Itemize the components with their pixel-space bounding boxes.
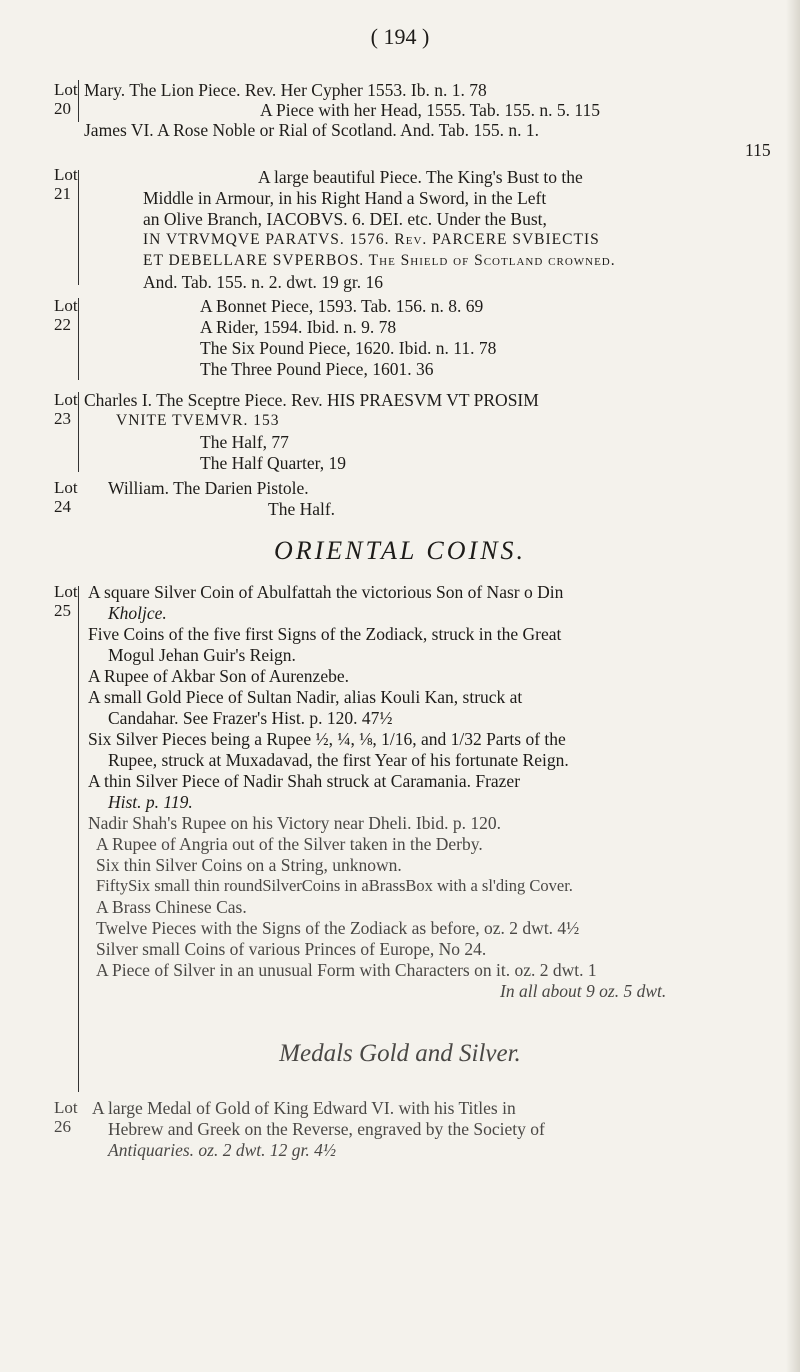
lot-20-label: Lot 20 — [54, 80, 78, 118]
lot-22-brace — [78, 298, 79, 380]
lot-25-line-6: A small Gold Piece of Sultan Nadir, alias Kouli Kan, struck at — [88, 687, 523, 707]
lot-23-line-1: Charles I. The Sceptre Piece. Rev. HIS PRAESVM VT PROSIM — [84, 390, 539, 410]
lot-21-line-5: ET DEBELLARE SVPERBOS. The Shield of Scotland crowned. — [143, 252, 616, 269]
lot-25-line-2: Kholjce. — [108, 603, 167, 623]
lot-23-line-2: VNITE TVEMVR. 153 — [116, 412, 280, 429]
lot-26-line-2: Hebrew and Greek on the Reverse, engraved by the Society of — [108, 1119, 545, 1139]
lot-21-line-1: A large beautiful Piece. The King's Bust to the — [258, 167, 583, 187]
lot-25-line-17: Twelve Pieces with the Signs of the Zodiack as before, oz. 2 dwt. 4½ — [96, 918, 580, 938]
lot-25-line-8: Six Silver Pieces being a Rupee ½, ¼, ⅛, 1/16, and 1/32 Parts of the — [88, 729, 566, 749]
lot-25-line-12: Nadir Shah's Rupee on his Victory near Dheli. Ibid. p. 120. — [88, 813, 501, 833]
lot-23-brace — [78, 392, 79, 472]
lot-25-line-9: Rupee, struck at Muxadavad, the first Year of his fortunate Reign. — [108, 750, 569, 770]
section-heading-oriental-coins: ORIENTAL COINS. — [273, 536, 527, 565]
lot-23-label: Lot 23 — [54, 390, 78, 428]
lot-20-line-4: 115 — [745, 140, 771, 160]
lot-25-brace — [78, 586, 79, 1092]
lot-23-line-4: The Half Quarter, 19 — [200, 453, 347, 473]
lot-22-line-3: The Six Pound Piece, 1620. Ibid. n. 11. 78 — [200, 338, 497, 358]
lot-24-label: Lot 24 — [54, 478, 78, 516]
lot-25-line-5: A Rupee of Akbar Son of Aurenzebe. — [88, 666, 349, 686]
lot-25-line-4: Mogul Jehan Guir's Reign. — [108, 645, 296, 665]
lot-24-line-1: William. The Darien Pistole. — [108, 478, 309, 498]
lot-26-line-3: Antiquaries. oz. 2 dwt. 12 gr. 4½ — [108, 1140, 337, 1160]
lot-25-line-14: Six thin Silver Coins on a String, unknown. — [96, 855, 402, 875]
lot-20-brace — [78, 80, 79, 122]
lot-25-line-10: A thin Silver Piece of Nadir Shah struck at Caramania. Frazer — [88, 771, 521, 791]
lot-21-line-4: IN VTRVMQVE PARATVS. 1576. Rev. PARCERE SVBIECTIS — [143, 231, 600, 248]
lot-20-line-1: Mary. The Lion Piece. Rev. Her Cypher 1553. Ib. n. 1. 78 — [84, 80, 487, 100]
lot-25-line-11: Hist. p. 119. — [108, 792, 193, 812]
lot-23-line-3: The Half, 77 — [200, 432, 289, 452]
section-heading-medals: Medals Gold and Silver. — [279, 1040, 521, 1067]
lot-25-line-18: Silver small Coins of various Princes of Europe, No 24. — [96, 939, 487, 959]
lot-26-line-1: A large Medal of Gold of King Edward VI. with his Titles in — [92, 1098, 516, 1118]
lot-21-line-3: an Olive Branch, IACOBVS. 6. DEI. etc. Under the Bust, — [143, 209, 547, 229]
lot-21-label: Lot 21 — [54, 165, 78, 203]
lot-21-brace — [78, 170, 79, 285]
lot-25-line-20: In all about 9 oz. 5 dwt. — [500, 981, 667, 1001]
lot-25-line-1: A square Silver Coin of Abulfattah the victorious Son of Nasr o Din — [88, 582, 564, 602]
page-number: ( 194 ) — [370, 24, 430, 49]
lot-20-line-3: James VI. A Rose Noble or Rial of Scotland. And. Tab. 155. n. 1. — [84, 120, 540, 140]
lot-25-label: Lot 25 — [54, 582, 78, 620]
lot-26-label: Lot 26 — [54, 1098, 78, 1136]
lot-25-line-19: A Piece of Silver in an unusual Form with Characters on it. oz. 2 dwt. 1 — [96, 960, 597, 980]
lot-22-line-4: The Three Pound Piece, 1601. 36 — [200, 359, 434, 379]
lot-25-line-16: A Brass Chinese Cas. — [96, 897, 247, 917]
page-edge-shadow — [786, 0, 800, 1372]
lot-25-line-3: Five Coins of the five first Signs of the Zodiack, struck in the Great — [88, 624, 562, 644]
lot-22-label: Lot 22 — [54, 296, 78, 334]
lot-25-line-13: A Rupee of Angria out of the Silver taken in the Derby. — [96, 834, 483, 854]
lot-21-line-2: Middle in Armour, in his Right Hand a Sword, in the Left — [143, 188, 547, 208]
lot-20-line-2: A Piece with her Head, 1555. Tab. 155. n. 5. 115 — [260, 100, 600, 120]
lot-25-line-7: Candahar. See Frazer's Hist. p. 120. 47½ — [108, 708, 393, 728]
lot-21-line-6: And. Tab. 155. n. 2. dwt. 19 gr. 16 — [143, 272, 384, 292]
lot-25-line-15: FiftySix small thin roundSilverCoins in aBrassBox with a sl'ding Cover. — [96, 876, 573, 895]
lot-24-line-2: The Half. — [268, 499, 336, 519]
lot-22-line-2: A Rider, 1594. Ibid. n. 9. 78 — [200, 317, 397, 337]
lot-22-line-1: A Bonnet Piece, 1593. Tab. 156. n. 8. 69 — [200, 296, 484, 316]
